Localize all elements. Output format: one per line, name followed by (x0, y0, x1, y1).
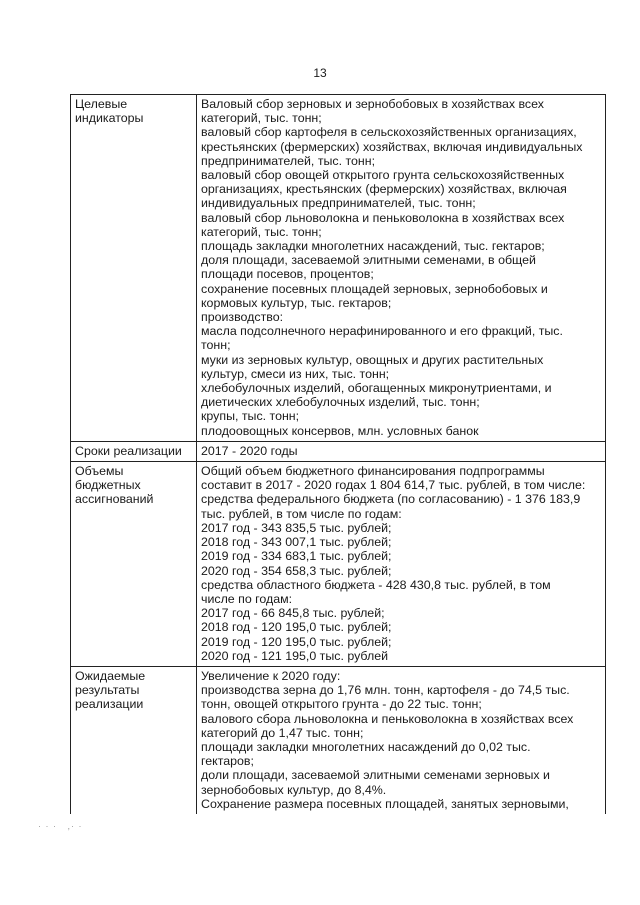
subprogram-passport-table (70, 94, 606, 814)
text-line: гектаров; (201, 754, 254, 769)
row-label (71, 666, 197, 814)
text-line: 2020 год - 354 658,3 тыс. рублей; (201, 563, 392, 578)
text-line: кормовых культур, тыс. гектаров; (201, 295, 392, 310)
text-line: индивидуальных предпринимателей, тыс. тонн; (201, 196, 476, 211)
label-line: результаты (75, 683, 140, 698)
row-value (197, 95, 606, 442)
text-line: площади посевов, процентов; (201, 267, 374, 282)
text-line: муки из зерновых культур, овощных и других растительных (201, 352, 544, 367)
text-line: доля площади, засеваемой элитными семенами, в общей (201, 253, 536, 268)
text-line: площадь закладки многолетних насаждений, тыс. гектаров; (201, 239, 545, 254)
text-line: составит в 2017 - 2020 годах 1 804 614,7 тыс. рублей, в том числе: (201, 478, 586, 493)
page-number: 13 (313, 66, 327, 80)
row-label (71, 462, 197, 667)
text-line: площади закладки многолетних насаждений до 0,02 тыс. (201, 739, 531, 754)
table-row (71, 95, 606, 442)
text-line: категорий, тыс. тонн; (201, 224, 322, 239)
label-line: ассигнований (75, 492, 154, 507)
text-line: валовый сбор овощей открытого грунта сельскохозяйственных (201, 168, 565, 183)
text-line: зернобобовых культур, до 8,4%. (201, 782, 387, 797)
text-line: производство: (201, 310, 284, 325)
text-line: диетических хлебобулочных изделий, тыс. тонн; (201, 395, 480, 410)
text-line: категорий до 1,47 тыс. тонн; (201, 725, 364, 740)
label-line: Ожидаемые (75, 668, 146, 683)
text-line: крупы, тыс. тонн; (201, 409, 300, 424)
text-line: производства зерна до 1,76 млн. тонн, картофеля - до 74,5 тыс. (201, 683, 570, 698)
row-label (71, 441, 197, 461)
text-line: Сохранение размера посевных площадей, занятых зерновыми, (201, 796, 569, 811)
text-line: 2017 - 2020 годы (201, 443, 298, 458)
text-line: сохранение посевных площадей зерновых, зернобобовых и (201, 281, 548, 296)
text-line: доли площади, засеваемой элитными семенами зерновых и (201, 768, 550, 783)
text-line: предпринимателей, тыс. тонн; (201, 153, 376, 168)
label-line: бюджетных (75, 478, 141, 493)
text-line: 2019 год - 334 683,1 тыс. рублей; (201, 549, 392, 564)
text-line: 2017 год - 343 835,5 тыс. рублей; (201, 520, 392, 535)
text-line: Валовый сбор зерновых и зернобобовых в хозяйствах всех (201, 97, 544, 111)
text-line: валового сбора льноволокна и пеньковолокна в хозяйствах всех (201, 711, 574, 726)
text-line: культур, смеси из них, тыс. тонн; (201, 366, 390, 381)
text-line: тонн; (201, 338, 231, 353)
text-line: 2018 год - 120 195,0 тыс. рублей; (201, 620, 392, 635)
text-line: тыс. рублей, в том числе по годам: (201, 506, 402, 521)
scan-artifact: · · · ,· · (38, 821, 83, 831)
text-line: средства областного бюджета - 428 430,8 тыс. рублей, в том (201, 577, 551, 592)
text-line: 2018 год - 343 007,1 тыс. рублей; (201, 535, 392, 550)
text-line: 2017 год - 66 845,8 тыс. рублей; (201, 606, 385, 621)
label-line: Сроки реализации (75, 443, 182, 458)
text-line: числе по годам: (201, 591, 293, 606)
text-line: организациях, крестьянских (фермерских) хозяйствах, включая (201, 182, 567, 197)
text-line: 2020 год - 121 195,0 тыс. рублей (201, 648, 389, 663)
text-line: Увеличение к 2020 году: (201, 668, 341, 683)
label-line: реализации (75, 697, 144, 712)
row-value (197, 462, 606, 667)
row-label (71, 95, 197, 442)
text-line: крестьянских (фермерских) хозяйствах, включая индивидуальных (201, 139, 583, 154)
label-line: Целевые (75, 97, 128, 111)
text-line: средства федерального бюджета (по согласованию) - 1 376 183,9 (201, 492, 581, 507)
table-row (71, 441, 606, 461)
text-line: плодоовощных консервов, млн. условных банок (201, 423, 479, 438)
table-row (71, 666, 606, 814)
text-line: валовый сбор льноволокна и пеньковолокна в хозяйствах всех (201, 210, 565, 225)
table-row (71, 462, 606, 667)
text-line: хлебобулочных изделий, обогащенных микронутриентами, и (201, 381, 552, 396)
text-line: 2019 год - 120 195,0 тыс. рублей; (201, 634, 392, 649)
text-line: тонн, овощей открытого грунта - до 22 тыс. тонн; (201, 697, 482, 712)
row-value (197, 441, 606, 461)
row-value (197, 666, 606, 814)
text-line: валовый сбор картофеля в сельскохозяйственных организациях, (201, 125, 577, 140)
text-line: масла подсолнечного нерафинированного и его фракций, тыс. (201, 324, 563, 339)
label-line: индикаторы (75, 111, 144, 126)
text-line: Общий объем бюджетного финансирования подпрограммы (201, 464, 545, 479)
label-line: Объемы (75, 464, 124, 479)
text-line: категорий, тыс. тонн; (201, 111, 322, 126)
